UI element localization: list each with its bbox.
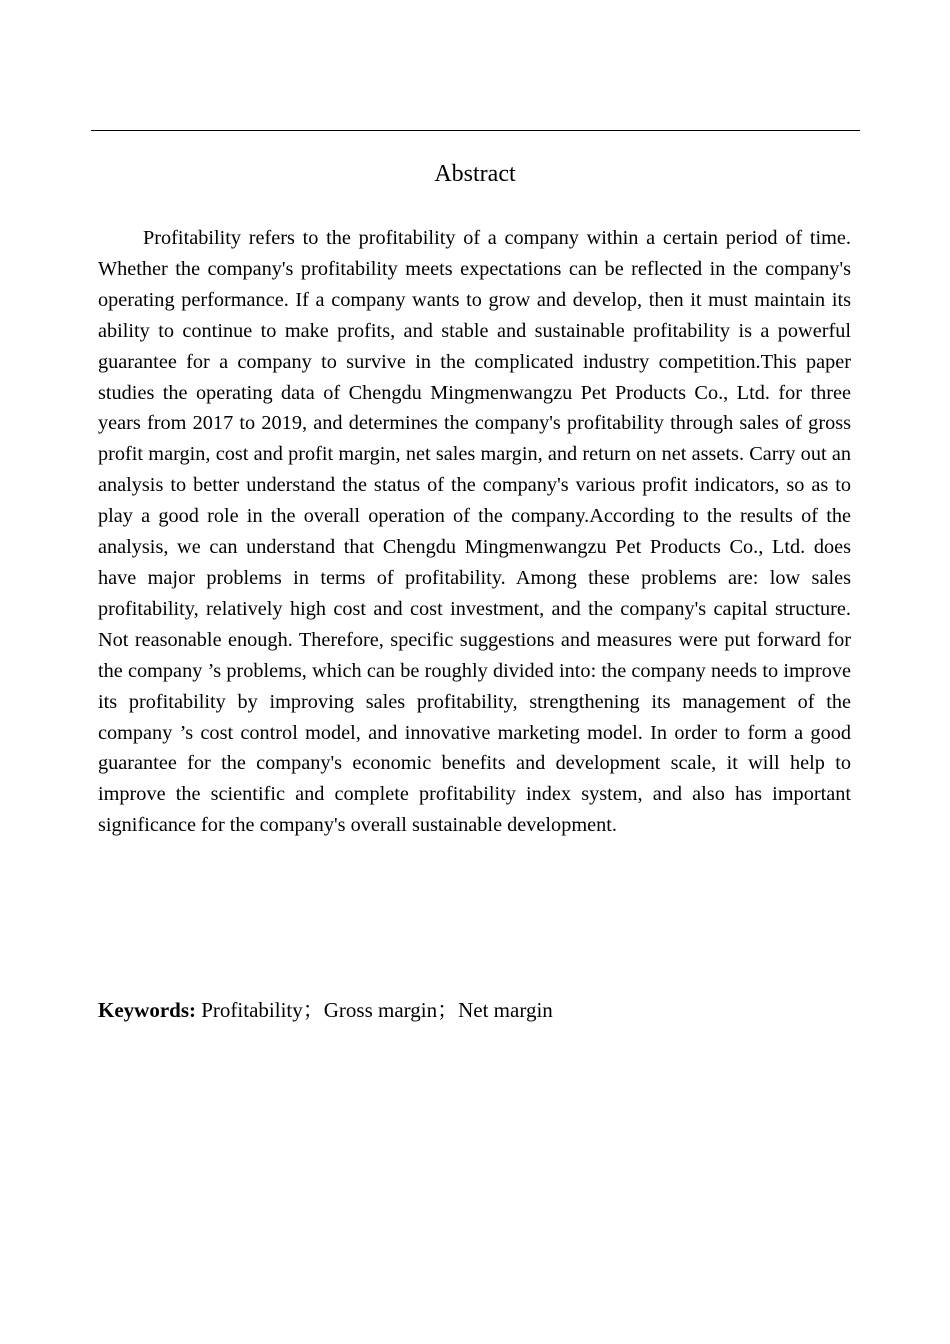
abstract-body: Profitability refers to the profitability of a company within a certain period of time. Whether the company's profitability meets expectations can be reflected in the company's operating performance. If a company wants to grow and develop, then it must maintain its ability to continue to make profits, and stable and sustainable profitability is a powerful guarantee for a company to survive in the complicated industry competition.This paper studies the operating data of Chengdu Mingmenwangzu Pet Products Co., Ltd. for three years from 2017 to 2019, and determines the company's profitability through sales of gross profit margin, cost and profit margin, net sales margin, and return on net assets. Carry out an analysis to better understand the status of the company's various profit indicators, so as to play a good role in the overall operation of the company.According to the results of the analysis, we can understand that Chengdu Mingmenwangzu Pet Products Co., Ltd. does have major problems in terms of profitability. Among these problems are: low sales profitability, relatively high cost and cost investment, and the company's capital structure. Not reasonable enough. Therefore, specific suggestions and measures were put forward for the company ’s problems, which can be roughly divided into: the company needs to improve its profitability by improving sales profitability, strengthening its management of the company ’s cost control model, and innovative marketing model. In order to form a good guarantee for the company's economic benefits and development scale, it will help to improve the scientific and complete profitability index system, and also has important significance for the company's overall sustainable development.	[98, 227, 851, 837]
keywords-line	[98, 995, 851, 1025]
abstract-title: Abstract	[434, 161, 516, 187]
keywords-value: Profitability；Gross margin；Net margin	[201, 998, 553, 1022]
header-rule	[91, 130, 860, 131]
keywords-label: Keywords:	[98, 998, 196, 1022]
